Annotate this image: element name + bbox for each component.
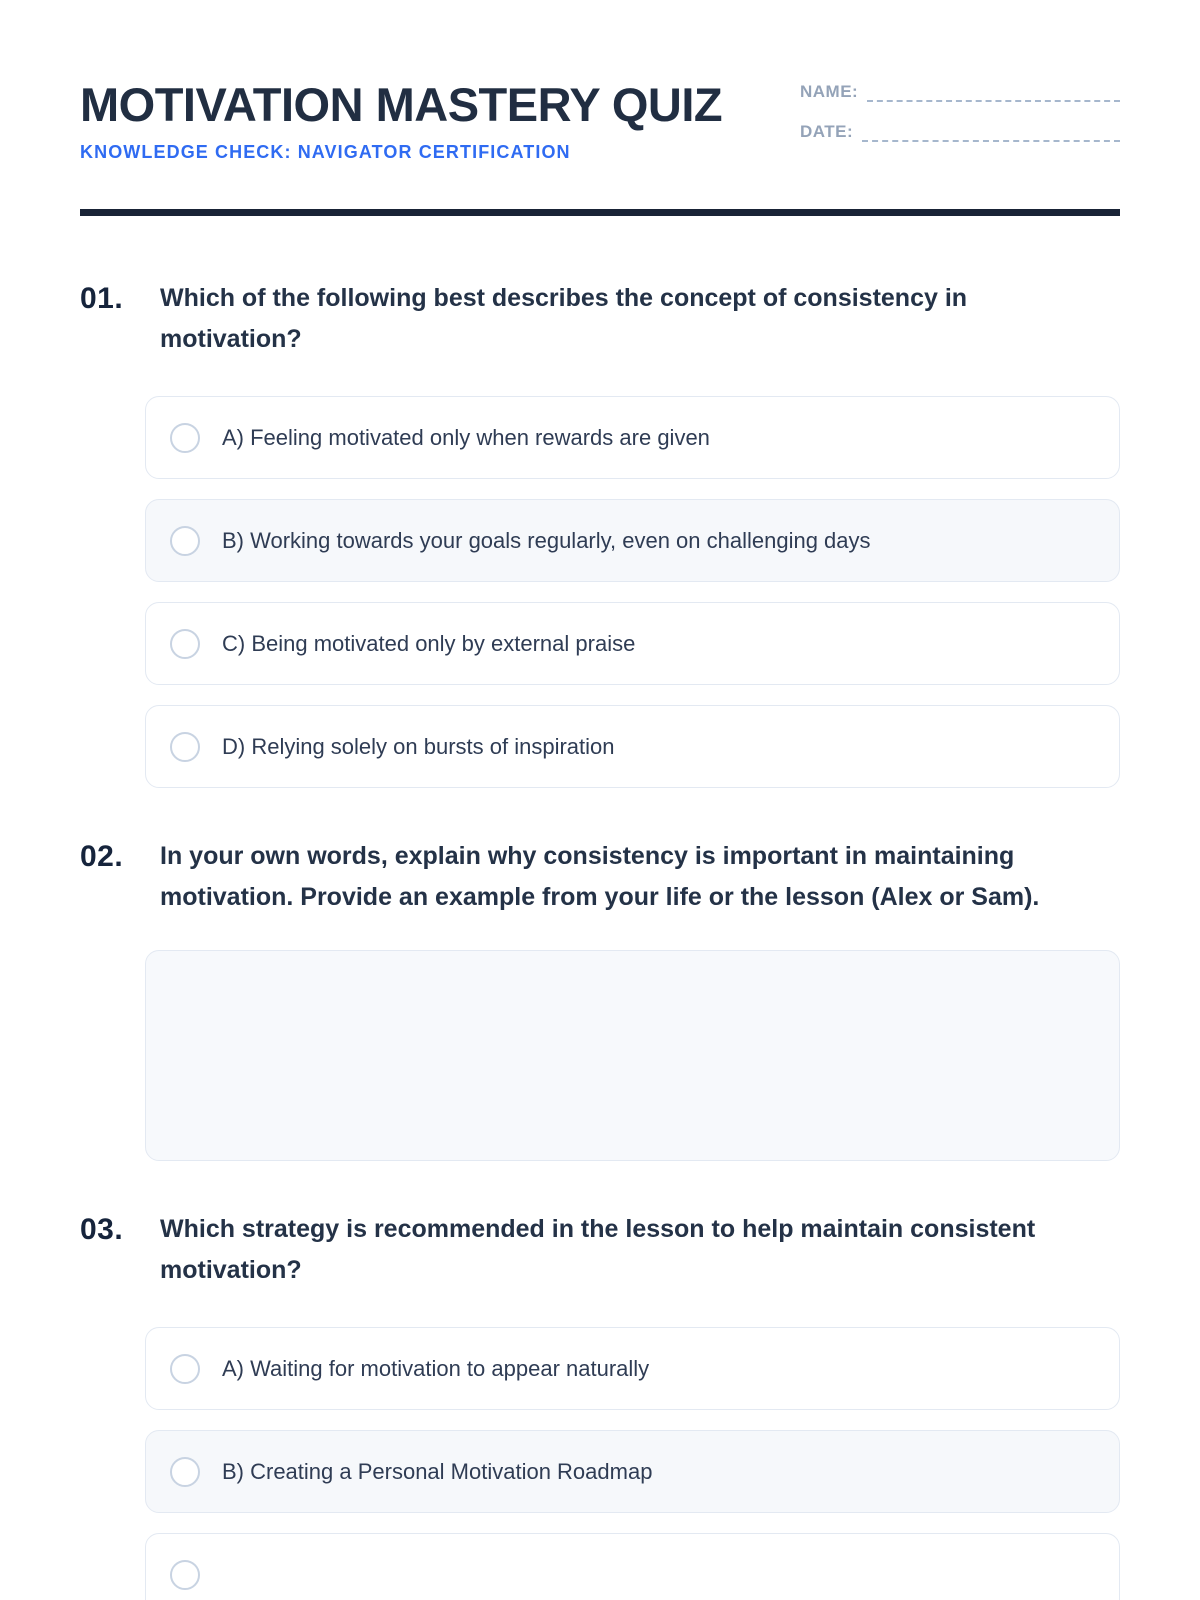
question-heading bbox=[80, 278, 1120, 360]
date-row bbox=[800, 122, 1120, 142]
date-input-line[interactable] bbox=[862, 124, 1120, 142]
question-03 bbox=[80, 1209, 1120, 1600]
radio-button-icon[interactable] bbox=[170, 629, 200, 659]
quiz-header bbox=[80, 80, 1120, 163]
question-text: Which strategy is recommended in the lesson to help maintain consistent motivation? bbox=[160, 1215, 1036, 1284]
page-title: MOTIVATION MASTERY QUIZ bbox=[80, 78, 723, 131]
question-text: In your own words, explain why consistency is important in maintaining motivation. Provide an example from your life or the lesson (Alex or Sam). bbox=[160, 842, 1040, 911]
radio-button-icon[interactable] bbox=[170, 1560, 200, 1590]
answer-option[interactable] bbox=[145, 1533, 1120, 1600]
answer-option[interactable] bbox=[145, 396, 1120, 479]
answer-option[interactable] bbox=[145, 705, 1120, 788]
question-heading bbox=[80, 836, 1120, 918]
question-01 bbox=[80, 278, 1120, 788]
answer-option-label: C) Being motivated only by external praise bbox=[222, 630, 636, 656]
name-row bbox=[800, 82, 1120, 102]
answer-option-label: A) Waiting for motivation to appear naturally bbox=[222, 1355, 650, 1381]
answer-option[interactable] bbox=[145, 499, 1120, 582]
answer-option-label: A) Feeling motivated only when rewards are given bbox=[222, 424, 710, 450]
answer-option[interactable] bbox=[145, 1327, 1120, 1410]
radio-button-icon[interactable] bbox=[170, 1457, 200, 1487]
name-input-line[interactable] bbox=[867, 84, 1120, 102]
title-block bbox=[80, 80, 800, 163]
answer-option[interactable] bbox=[145, 1430, 1120, 1513]
question-number: 03. bbox=[80, 1213, 124, 1246]
answer-options bbox=[145, 1327, 1120, 1600]
radio-button-icon[interactable] bbox=[170, 732, 200, 762]
radio-button-icon[interactable] bbox=[170, 423, 200, 453]
question-heading bbox=[80, 1209, 1120, 1291]
question-number: 01. bbox=[80, 282, 124, 315]
answer-textarea[interactable] bbox=[145, 950, 1120, 1161]
question-number: 02. bbox=[80, 840, 124, 873]
date-label: DATE: bbox=[800, 122, 854, 141]
answer-options bbox=[145, 396, 1120, 788]
questions-list bbox=[80, 278, 1120, 1600]
answer-option[interactable] bbox=[145, 602, 1120, 685]
header-divider bbox=[80, 209, 1120, 216]
name-date-block bbox=[800, 80, 1120, 162]
question-text: Which of the following best describes the concept of consistency in motivation? bbox=[160, 284, 968, 353]
answer-option-label: B) Working towards your goals regularly, even on challenging days bbox=[222, 527, 871, 553]
question-02 bbox=[80, 836, 1120, 1161]
radio-button-icon[interactable] bbox=[170, 526, 200, 556]
answer-option-label: B) Creating a Personal Motivation Roadmap bbox=[222, 1458, 653, 1484]
radio-button-icon[interactable] bbox=[170, 1354, 200, 1384]
answer-option-label: D) Relying solely on bursts of inspiration bbox=[222, 733, 615, 759]
quiz-subtitle: KNOWLEDGE CHECK: NAVIGATOR CERTIFICATION bbox=[80, 142, 571, 162]
name-label: NAME: bbox=[800, 82, 859, 101]
